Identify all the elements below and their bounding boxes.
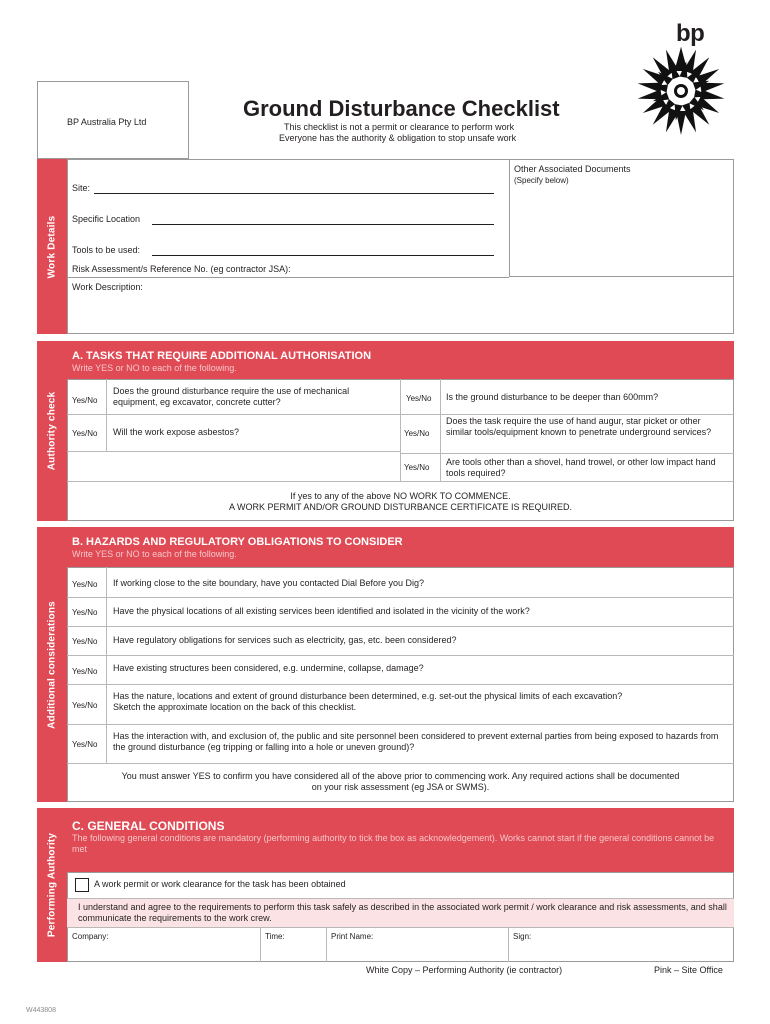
divider: [67, 626, 734, 627]
divider: [400, 453, 734, 454]
yes-no-field[interactable]: Yes/No: [404, 463, 430, 472]
section-a-subtitle: Write YES or NO to each of the following.: [72, 363, 237, 373]
print-name-input[interactable]: [327, 943, 507, 961]
divider: [67, 481, 734, 482]
yes-no-field[interactable]: Yes/No: [72, 429, 98, 438]
page-title: Ground Disturbance Checklist: [243, 96, 560, 121]
divider: [67, 451, 400, 452]
yes-no-field[interactable]: Yes/No: [72, 637, 98, 646]
yes-no-field[interactable]: Yes/No: [406, 394, 432, 403]
description-input[interactable]: [67, 295, 734, 333]
divider: [67, 724, 734, 725]
section-c-title: C. GENERAL CONDITIONS: [72, 819, 225, 833]
tools-label: Tools to be used:: [72, 245, 141, 255]
authority-check-sidebar: [37, 341, 67, 521]
company-field-label: Company:: [72, 932, 109, 941]
yes-no-field[interactable]: Yes/No: [72, 667, 98, 676]
time-input[interactable]: [261, 943, 325, 961]
yes-no-field[interactable]: Yes/No: [72, 396, 98, 405]
additional-considerations-sidebar: [37, 527, 67, 802]
section-b-note: on your risk assessment (eg JSA or SWMS).: [311, 782, 490, 792]
question-text: Have the physical locations of all existing services been identified and isolated in the vicinity of the work?: [113, 606, 530, 616]
question-text: Has the nature, locations and extent of ground disturbance been determined, e.g. set-out the physical limits of each excavation? Sketch the approximate location on the back of this checklist.: [113, 691, 623, 712]
agreement-text: I understand and agree to the requirements to perform this task safely as described in the associated work permit / work clearance and risk assessments, and shall communicate the requirements to the work crew.: [78, 902, 727, 923]
section-b-title: B. HAZARDS AND REGULATORY OBLIGATIONS TO CONSIDER: [72, 536, 403, 548]
divider: [67, 763, 734, 764]
yes-no-field[interactable]: Yes/No: [72, 608, 98, 617]
divider: [106, 379, 107, 451]
form-code: W443808: [26, 1007, 56, 1014]
divider: [440, 379, 441, 481]
section-a-note: If yes to any of the above NO WORK TO COMMENCE.: [290, 491, 511, 501]
subtitle-authority: Everyone has the authority & obligation to stop unsafe work: [279, 133, 517, 143]
other-docs-sub: (Specify below): [514, 176, 569, 185]
location-input[interactable]: [152, 224, 494, 225]
section-c-subtitle: The following general conditions are mandatory (performing authority to tick the box as acknowledgement). Works cannot start if the general conditions cannot be met: [72, 833, 715, 854]
sign-field-label: Sign:: [513, 932, 532, 941]
bp-logo-text: bp: [676, 20, 705, 47]
section-b-subtitle: Write YES or NO to each of the following.: [72, 549, 237, 559]
subtitle-permit: This checklist is not a permit or clearance to perform work: [284, 122, 515, 132]
site-label: Site:: [72, 183, 91, 193]
question-text: Has the interaction with, and exclusion of, the public and site personnel been considered to prevent external parties from being exposed to hazards from the ground disturbance (eg tripping or falling into a hole or uneven ground)?: [113, 731, 719, 752]
question-text: Have regulatory obligations for services such as electricity, gas, etc. been considered?: [113, 635, 457, 645]
risk-label: Risk Assessment/s Reference No. (eg contractor JSA):: [72, 264, 291, 274]
section-b-note: You must answer YES to confirm you have considered all of the above prior to commencing work. Any required actions shall be documented: [121, 771, 680, 781]
question-text: Will the work expose asbestos?: [113, 427, 240, 437]
description-label: Work Description:: [72, 282, 143, 292]
performing-authority-sidebar: [37, 808, 67, 962]
time-field-label: Time:: [265, 932, 285, 941]
acknowledgement-checkbox[interactable]: [75, 878, 89, 892]
performing-authority-label: Performing Authority: [46, 832, 58, 938]
white-copy-note: White Copy – Performing Authority (ie contractor): [366, 965, 563, 975]
divider: [400, 379, 401, 481]
sign-input[interactable]: [509, 943, 733, 961]
divider: [67, 684, 734, 685]
yes-no-field[interactable]: Yes/No: [72, 701, 98, 710]
divider: [67, 414, 400, 415]
print-name-field-label: Print Name:: [331, 932, 374, 941]
question-text: Is the ground disturbance to be deeper than 600mm?: [446, 392, 659, 402]
tools-input[interactable]: [152, 255, 494, 256]
other-docs-title: Other Associated Documents: [514, 164, 631, 174]
work-details-label: Work Details: [46, 215, 58, 278]
pink-copy-note: Pink – Site Office: [654, 965, 723, 975]
section-a-title: A. TASKS THAT REQUIRE ADDITIONAL AUTHORISATION: [72, 350, 372, 362]
helios-sunflower-icon: [636, 46, 726, 136]
company-name: BP Australia Pty Ltd: [67, 117, 147, 127]
yes-no-field[interactable]: Yes/No: [72, 580, 98, 589]
divider: [400, 414, 734, 415]
divider: [67, 277, 509, 278]
authority-check-label: Authority check: [46, 391, 58, 471]
question-text: Does the ground disturbance require the use of mechanical equipment, eg excavator, concrete cutter?: [113, 386, 350, 407]
checkbox-label: A work permit or work clearance for the task has been obtained: [94, 879, 346, 889]
question-text: Have existing structures been considered, e.g. undermine, collapse, damage?: [113, 663, 424, 673]
section-a-note: A WORK PERMIT AND/OR GROUND DISTURBANCE CERTIFICATE IS REQUIRED.: [228, 502, 573, 512]
question-text: If working close to the site boundary, have you contacted Dial Before you Dig?: [113, 578, 425, 588]
yes-no-field[interactable]: Yes/No: [404, 429, 430, 438]
yes-no-field[interactable]: Yes/No: [72, 740, 98, 749]
additional-considerations-label: Additional considerations: [46, 600, 58, 729]
location-label: Specific Location: [72, 214, 141, 224]
question-text: Does the task require the use of hand augur, star picket or other similar tools/equipment known to penetrate underground services?: [446, 416, 712, 437]
divider: [67, 655, 734, 656]
site-input[interactable]: [94, 193, 494, 194]
divider: [67, 597, 734, 598]
question-text: Are tools other than a shovel, hand trowel, or other low impact hand tools required?: [446, 457, 716, 478]
company-input[interactable]: [68, 943, 259, 961]
work-details-sidebar: [37, 159, 67, 334]
